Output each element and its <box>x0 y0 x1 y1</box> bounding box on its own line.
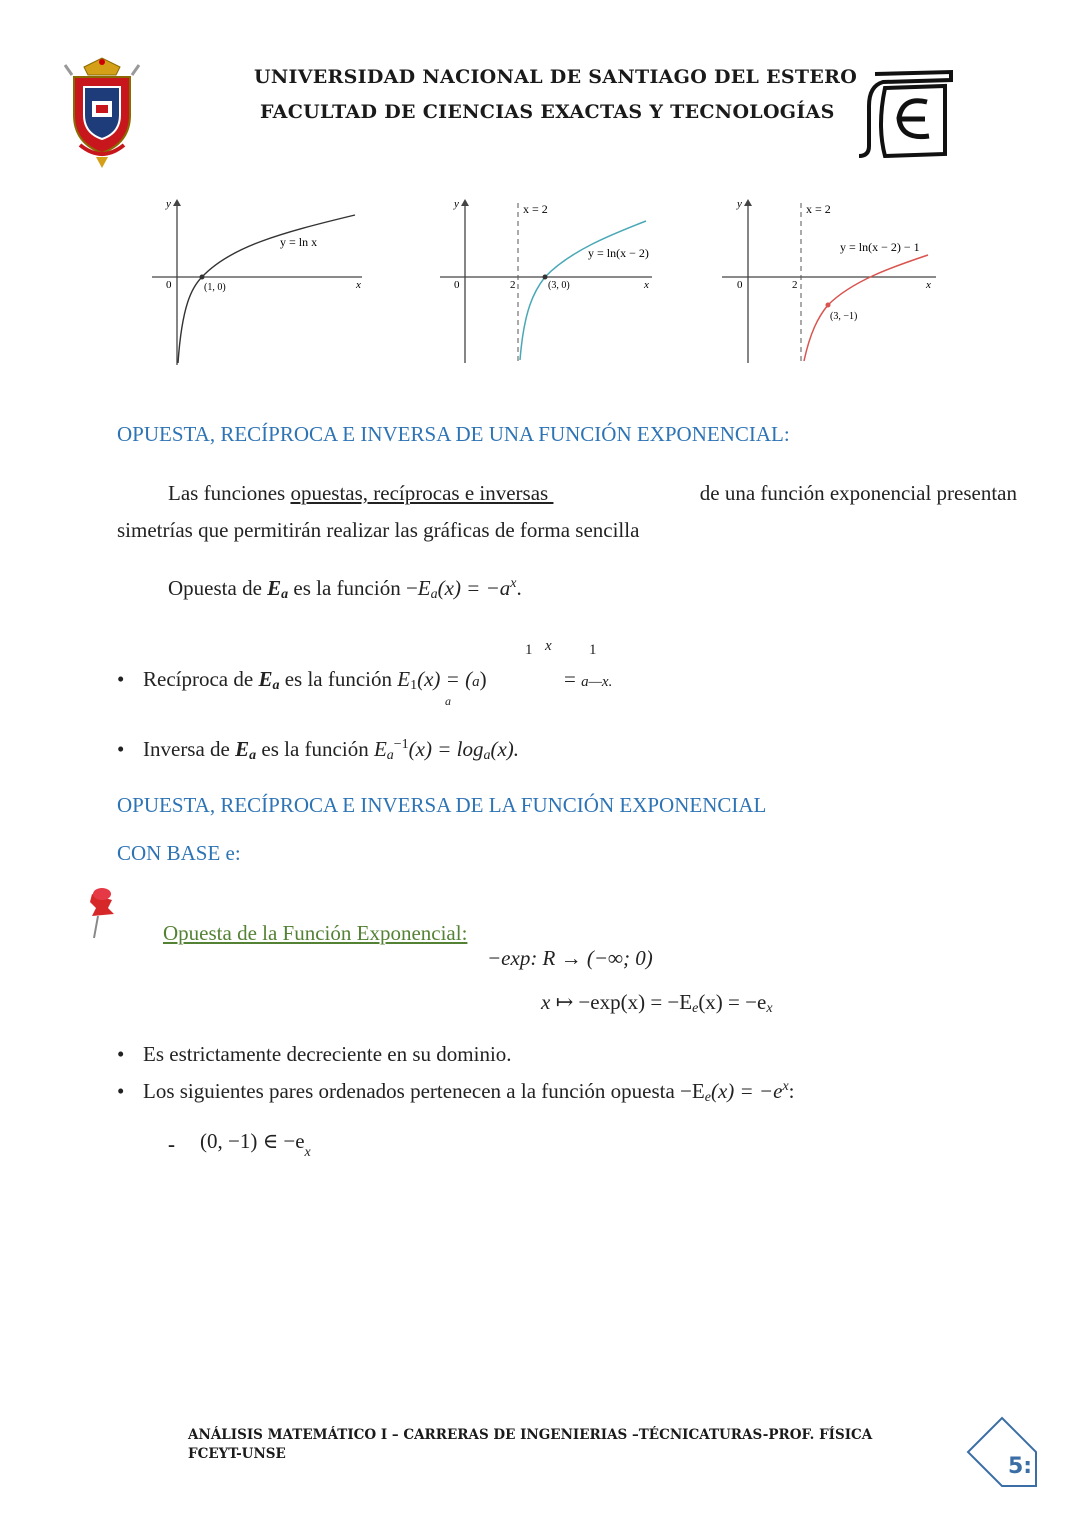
underlined-terms: opuestas, recíprocas e inversas <box>290 481 554 505</box>
reciproca-fraction: = a—x. <box>564 667 613 691</box>
opuesta-definition: Opuesta de $E_a$ es la función $-E_a(x) = -a^x$. <box>168 576 522 602</box>
origin-label: 0 <box>737 279 743 291</box>
point-1-0 <box>200 275 205 280</box>
graph-ln-x <box>140 195 370 370</box>
y-axis-label: y <box>737 198 742 210</box>
curve-label: y = ln(x − 2) <box>588 246 649 260</box>
faculty-logo <box>855 66 955 162</box>
asymptote-label: x = 2 <box>523 202 548 216</box>
curve-label: y = ln(x − 2) − 1 <box>840 240 920 254</box>
bullet: • <box>117 1042 125 1066</box>
bullet-decreasing: Es estrictamente decreciente en su dominio. <box>143 1042 512 1066</box>
asymptote-label: x = 2 <box>806 202 831 216</box>
reciproca-top-1b: 1 <box>589 642 597 658</box>
tick-label: 2 <box>792 279 798 291</box>
university-title: UNIVERSIDAD NACIONAL DE SANTIAGO DEL ESTERO <box>254 66 858 88</box>
origin-label: 0 <box>454 279 460 291</box>
ln-shift-curve <box>520 221 646 360</box>
formula-line-1: −exp: R → (−∞; 0) <box>487 946 653 970</box>
section-heading-2-line2: CON BASE e: <box>117 841 241 865</box>
point-3-neg1 <box>826 303 831 308</box>
x-axis-label: x <box>926 279 931 291</box>
faculty-title: FACULTAD DE CIENCIAS EXACTAS Y TECNOLOGÍAS <box>260 101 835 123</box>
pushpin-icon <box>86 886 118 940</box>
y-axis-label: y <box>166 198 171 210</box>
page-number-badge <box>964 1416 1040 1488</box>
curve-label: y = ln x <box>280 235 318 249</box>
y-axis-label: y <box>454 198 459 210</box>
footer-faculty: FCEYT-UNSE <box>188 1446 286 1462</box>
origin-label: 0 <box>166 279 172 291</box>
bullet-ordered-pairs: Los siguientes pares ordenados pertenecen a la función opuesta $-E_e(x) = -e^x$: <box>143 1079 795 1105</box>
reciproca-definition: Recíproca de $E_a$ es la función $E_1(x) = (a)$ <box>143 667 487 693</box>
formula-line-2: x ↦ $-\exp(x) = -E_e(x) = -e_x$ <box>541 990 773 1016</box>
footer-course: ANÁLISIS MATEMÁTICO I – CARRERAS DE INGENIERIAS –TÉCNICATURAS-PROF. FÍSICA <box>188 1427 873 1443</box>
reciproca-below-a: a <box>445 694 451 708</box>
page-number: 5: <box>1008 1454 1033 1479</box>
intro-paragraph-line2: simetrías que permitirán realizar las gráficas de forma sencilla <box>117 518 640 542</box>
reciproca-top-x: x <box>545 638 552 654</box>
ordered-pair-item: (0, −1) ∈ $-e_x$ <box>200 1129 311 1160</box>
ln-shift-down-curve <box>804 255 928 361</box>
bullet: • <box>117 667 125 691</box>
x-axis-label: x <box>644 279 649 291</box>
tick-label: 2 <box>510 279 516 291</box>
graph-ln-x-minus-2 <box>430 195 660 370</box>
x-axis-label: x <box>356 279 361 291</box>
university-seal-logo <box>62 55 142 170</box>
bullet: • <box>117 1079 125 1103</box>
bullet: • <box>117 737 125 761</box>
point-label: (1, 0) <box>204 282 226 293</box>
section-heading-1: OPUESTA, RECÍPROCA E INVERSA DE UNA FUNCIÓN EXPONENCIAL: <box>117 422 790 446</box>
point-label: (3, −1) <box>830 311 858 322</box>
point-3-0 <box>543 275 548 280</box>
graph-ln-x-minus-2-minus-1 <box>712 195 952 370</box>
subheading-opuesta: Opuesta de la Función Exponencial: <box>163 921 468 945</box>
reciproca-top-1: 1 <box>525 642 533 658</box>
dash-marker: - <box>168 1132 175 1156</box>
section-heading-2-line1: OPUESTA, RECÍPROCA E INVERSA DE LA FUNCIÓN EXPONENCIAL <box>117 793 767 817</box>
point-label: (3, 0) <box>548 280 570 291</box>
inversa-definition: Inversa de $E_a$ es la función $E_a^{-1}(x) = \log_a(x)$. <box>143 737 520 763</box>
intro-paragraph-line1: Las funciones opuestas, recíprocas e inversas de una función exponencial presentan <box>168 481 1017 505</box>
